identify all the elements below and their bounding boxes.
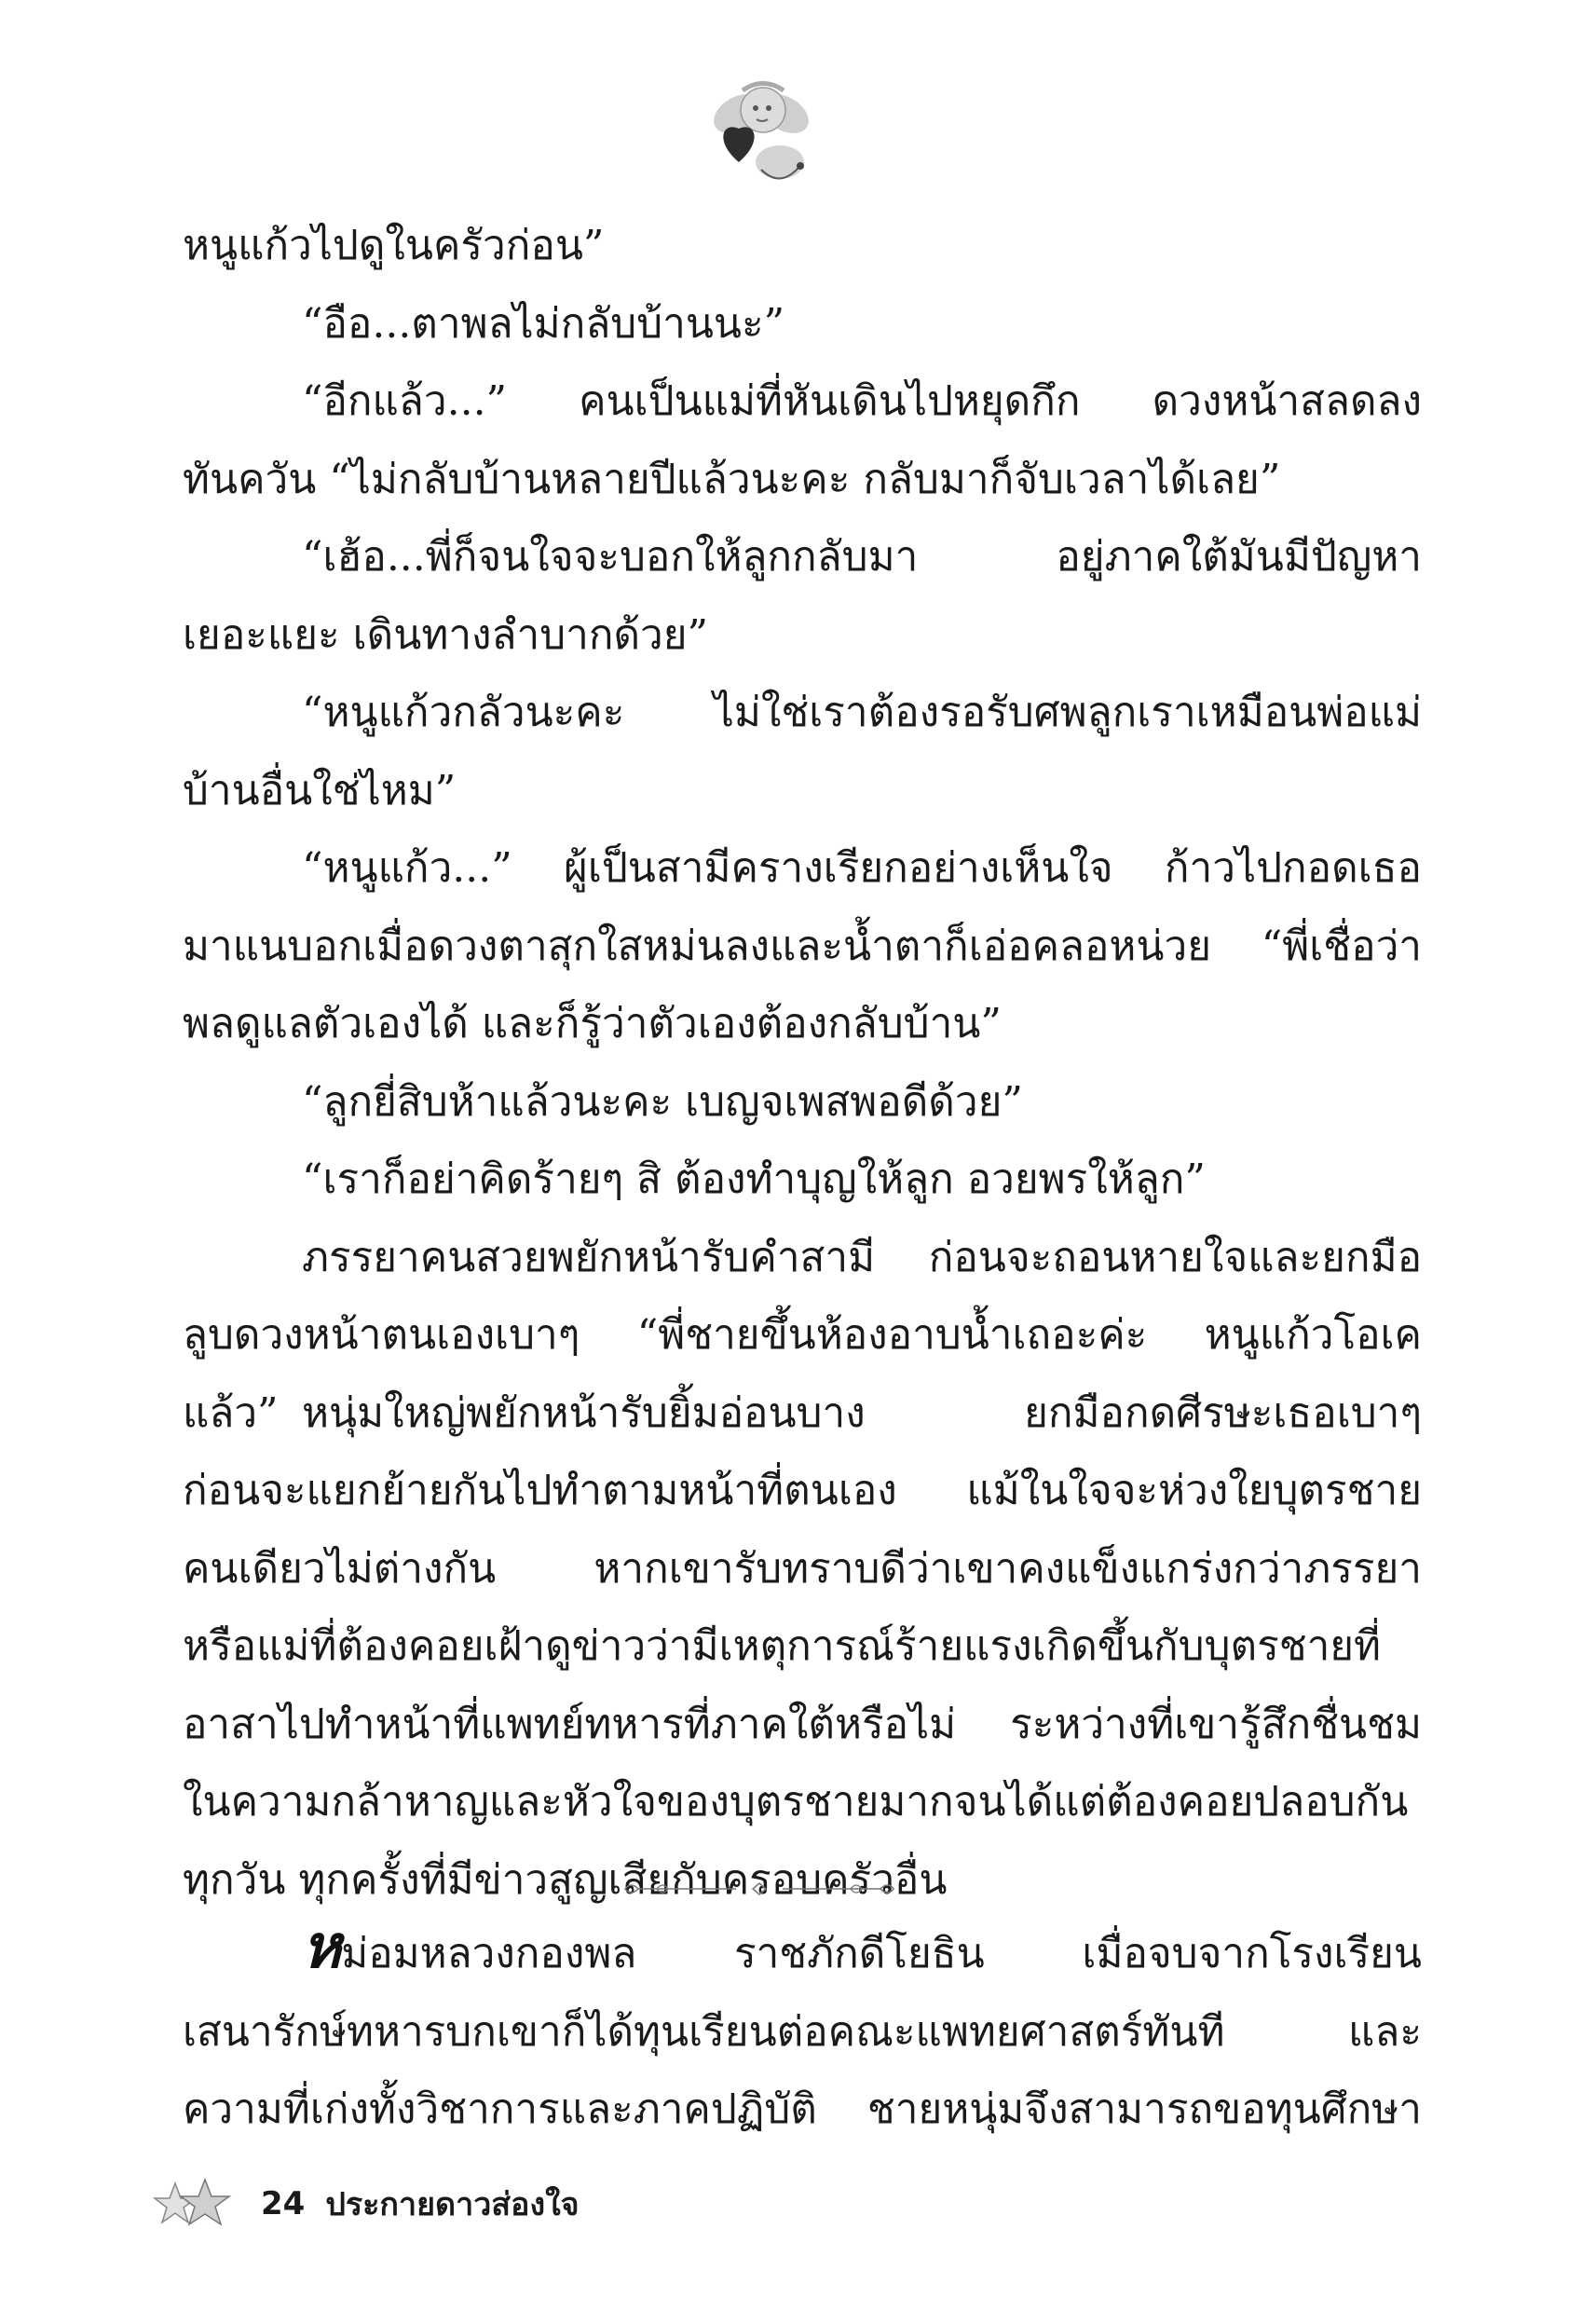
text-line: หนูแก้วไปดูในครัวก่อน” [183, 222, 605, 269]
text-line: คนเดียวไม่ต่างกัน หากเขารับทราบดีว่าเขาคงแข็งแกร่งกว่าภรรยา [183, 1544, 1422, 1593]
text-line: “อือ...ตาพลไม่กลับบ้านนะ” [302, 299, 785, 348]
text-line: พลดูแลตัวเองได้ และก็รู้ว่าตัวเองต้องกลับบ้าน” [183, 1000, 1002, 1047]
text-line: “อีกแล้ว...” คนเป็นแม่ที่หันเดินไปหยุดกึก ดวงหน้าสลดลง [302, 377, 1422, 425]
body-paragraph-1 [183, 207, 1422, 1919]
text-line: “หนูแก้ว...” ผู้เป็นสามีครางเรียกอย่างเห็นใจ ก้าวไปกอดเธอ [302, 844, 1422, 892]
body-paragraph-2 [183, 1912, 1422, 2149]
text-line: หรือแม่ที่ต้องคอยเฝ้าดูข่าวว่ามีเหตุการณ์ร้ายแรงเกิดขึ้นกับบุตรชายที่ [183, 1622, 1382, 1670]
text-line: “หนูแก้วกลัวนะคะ ไม่ใช่เราต้องรอรับศพลูกเราเหมือนพ่อแม่ [302, 689, 1422, 736]
drop-cap: ห [302, 1912, 342, 1982]
stars-icon [149, 2176, 233, 2232]
page-footer [149, 2176, 580, 2232]
text-line [183, 1912, 1422, 1993]
page-number: 24 [261, 2185, 306, 2222]
text-line: ในความกล้าหาญและหัวใจของบุตรชายมากจนได้แต่ต้องคอยปลอบกัน [183, 1778, 1409, 1826]
text-line: ความที่เก่งทั้งวิชาการและภาคปฏิบัติ ชายหนุ่มจึงสามารถขอทุนศึกษา [183, 2085, 1422, 2133]
text-line: “ลูกยี่สิบห้าแล้วนะคะ เบญจเพสพอดีด้วย” [302, 1077, 1023, 1126]
text-line: อาสาไปทำหน้าที่แพทย์ทหารที่ภาคใต้หรือไม่ ระหว่างที่เขารู้สึกชื่นชม [183, 1700, 1422, 1748]
text-line: มาแนบอกเมื่อดวงตาสุกใสหม่นลงและน้ำตาก็เอ่อคลอหน่วย “พี่เชื่อว่า [183, 922, 1422, 970]
cupid-heart-ornament-icon [705, 76, 817, 188]
text-line: เสนารักษ์ทหารบกเขาก็ได้ทุนเรียนต่อคณะแพทยศาสตร์ทันที และ [183, 2007, 1422, 2056]
text-line: ทันควัน “ไม่กลับบ้านหลายปีแล้วนะคะ กลับมาก็จับเวลาได้เลย” [183, 455, 1281, 503]
first-line-text: ม่อมหลวงกองพล ราชภักดีโยธิน เมื่อจบจากโรงเรียน [341, 1930, 1422, 1977]
text-line: ก่อนจะแยกย้ายกันไปทำตามหน้าที่ตนเอง แม้ในใจจะห่วงใยบุตรชาย [183, 1467, 1422, 1514]
text-line: หนุ่มใหญ่พยักหน้ารับยิ้มอ่อนบาง ยกมือกดศีรษะเธอเบาๆ [302, 1388, 1422, 1437]
text-line: บ้านอื่นใช่ไหม” [183, 766, 457, 814]
text-line: ภรรยาคนสวยพยักหน้ารับคำสามี ก่อนจะถอนหายใจและยกมือ [302, 1233, 1422, 1281]
book-title: ประกายดาวส่องใจ [325, 2186, 580, 2223]
text-line: ลูบดวงหน้าตนเองเบาๆ “พี่ชายขึ้นห้องอาบน้ำเถอะค่ะ หนูแก้วโอเคแล้ว” [183, 1311, 1422, 1437]
text-line: เยอะแยะ เดินทางลำบากด้วย” [183, 610, 709, 659]
flourish-divider-icon [620, 1875, 899, 1903]
text-line: “เราก็อย่าคิดร้ายๆ สิ ต้องทำบุญให้ลูก อวยพรให้ลูก” [302, 1156, 1206, 1203]
text-line: ทุกวัน ทุกครั้งที่มีข่าวสูญเสียกับครอบครัวอื่น [183, 1855, 948, 1904]
text-line: “เฮ้อ...พี่ก็จนใจจะบอกให้ลูกกลับมา อยู่ภาคใต้มันมีปัญหา [302, 533, 1422, 581]
